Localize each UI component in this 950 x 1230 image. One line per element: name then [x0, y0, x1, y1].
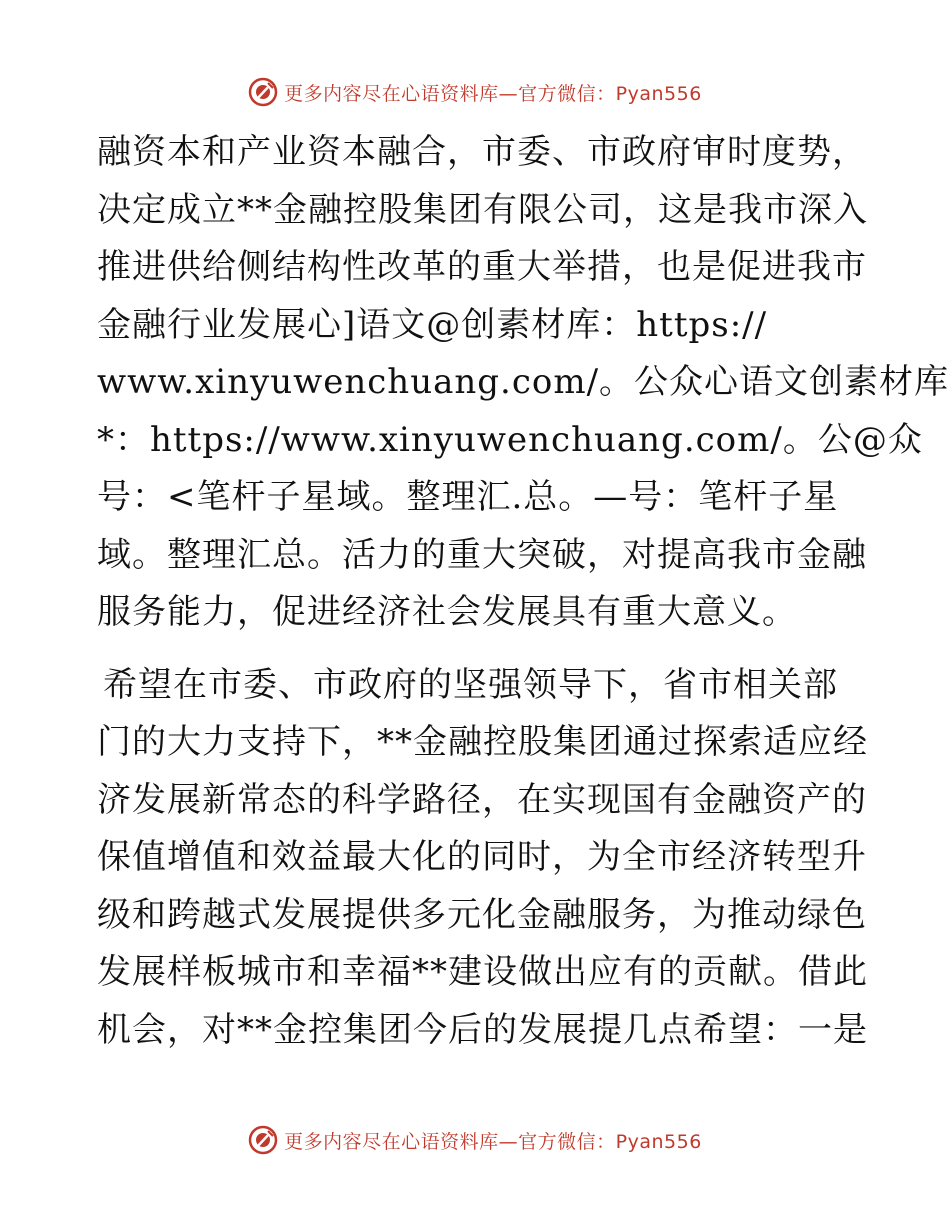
- document-body: [97, 124, 950, 1059]
- brand-logo-icon: [248, 1125, 278, 1155]
- text-line: 济发展新常态的科学路径，在实现国有金融资产的: [97, 779, 867, 820]
- text-line: 发展样板城市和幸福**建设做出应有的贡献。借此: [97, 952, 868, 992]
- footer-banner-text: 更多内容尽在心语资料库—官方微信：Pyan556: [284, 1130, 702, 1153]
- text-line: 号：<笔杆子星域。整理汇.总。—号：笔杆子星: [97, 477, 839, 517]
- text-line: 决定成立**金融控股集团有限公司，这是我市深入: [97, 189, 868, 230]
- brand-logo-icon: [248, 77, 278, 107]
- footer-banner: [0, 1120, 950, 1160]
- text-line: 金融行业发展心]语文@创素材库：https://: [97, 304, 768, 345]
- text-line: 推进供给侧结构性改革的重大举措，也是促进我市: [97, 247, 867, 287]
- header-banner-text: 更多内容尽在心语资料库—官方微信：Pyan556: [284, 82, 702, 105]
- text-line: 保值增值和效益最大化的同时，为全市经济转型升: [97, 837, 867, 877]
- text-line: 希望在市委、市政府的坚强领导下，省市相关部: [103, 664, 838, 705]
- header-wechat-id: Pyan556: [615, 82, 702, 105]
- header-banner: [0, 72, 950, 112]
- paragraph-1: [97, 124, 950, 642]
- text-line: 域。整理汇总。活力的重大突破，对提高我市金融: [97, 534, 867, 575]
- text-line: 融资本和产业资本融合，市委、市政府审时度势，: [97, 132, 867, 172]
- text-line: 机会，对**金控集团今后的发展提几点希望：一是: [97, 1009, 868, 1050]
- footer-wechat-id: Pyan556: [615, 1130, 702, 1153]
- paragraph-2: [97, 657, 868, 1060]
- text-line: *：https://www.xinyuwenchuang.com/。公@众: [97, 419, 923, 460]
- text-line: 门的大力支持下，**金融控股集团通过探索适应经: [97, 722, 868, 762]
- text-line: 服务能力，促进经济社会发展具有重大意义。: [97, 592, 797, 632]
- text-line: 级和跨越式发展提供多元化金融服务，为推动绿色: [97, 894, 867, 935]
- text-line: www.xinyuwenchuang.com/。公众心语文创素材库: [97, 362, 950, 402]
- paragraph-spacer: [97, 642, 857, 657]
